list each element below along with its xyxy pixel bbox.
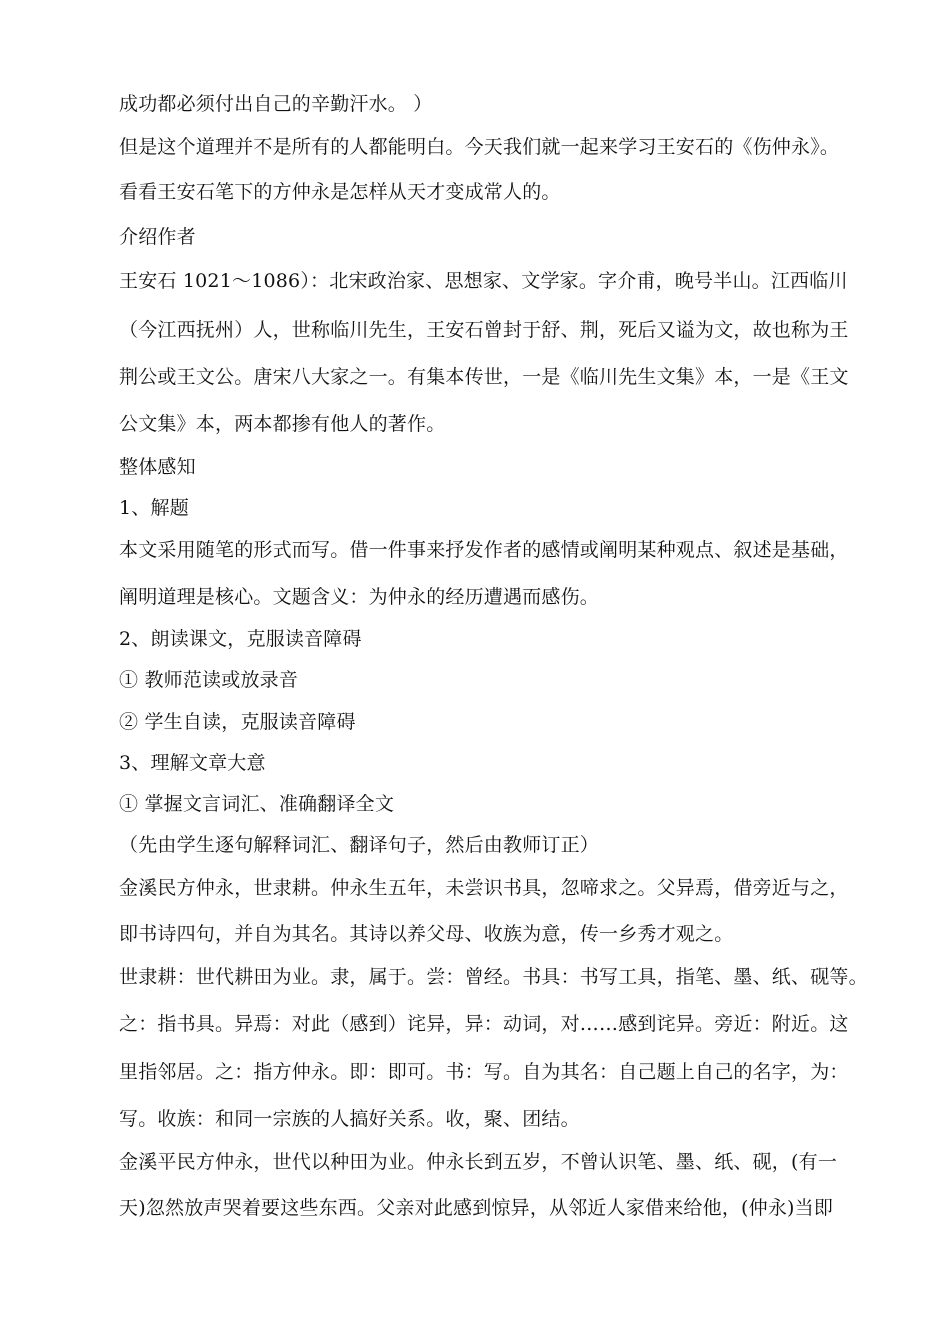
section-heading: 介绍作者 bbox=[119, 226, 196, 248]
list-heading: 1、解题 bbox=[119, 497, 189, 519]
text-line: 世隶耕：世代耕田为业。隶，属于。尝：曾经。书具：书写工具，指笔、墨、纸、砚等。 bbox=[119, 966, 868, 988]
text-line: 里指邻居。之：指方仲永。即：即可。书：写。自为其名：自己题上自己的名字，为： bbox=[119, 1061, 849, 1083]
list-item: ① 教师范读或放录音 bbox=[119, 669, 299, 691]
text-line: 之：指书具。异焉：对此（感到）诧异，异：动词，对……感到诧异。旁近：附近。这 bbox=[119, 1013, 849, 1035]
text-line: 王安石 1021～1086）：北宋政治家、思想家、文学家。字介甫，晚号半山。江西临川 bbox=[119, 270, 848, 292]
text-line: 成功都必须付出自己的辛勤汗水。 ） bbox=[119, 93, 433, 115]
text-line: 荆公或王文公。唐宋八大家之一。有集本传世，一是《临川先生文集》本，一是《王文 bbox=[119, 366, 849, 388]
section-heading: 整体感知 bbox=[119, 456, 196, 478]
text-line: 金溪民方仲永，世隶耕。仲永生五年，未尝识书具，忽啼求之。父异焉，借旁近与之， bbox=[119, 877, 849, 899]
text-line: 阐明道理是核心。文题含义：为仲永的经历遭遇而感伤。 bbox=[119, 586, 600, 608]
text-line: 天)忽然放声哭着要这些东西。父亲对此感到惊异，从邻近人家借来给他，(仲永)当即 bbox=[119, 1197, 834, 1219]
text-line: 本文采用随笔的形式而写。借一件事来抒发作者的感情或阐明某种观点、叙述是基础， bbox=[119, 539, 849, 561]
list-item: ① 掌握文言词汇、准确翻译全文 bbox=[119, 793, 395, 815]
list-heading: 2、朗读课文，克服读音障碍 bbox=[119, 628, 362, 650]
list-heading: 3、理解文章大意 bbox=[119, 752, 266, 774]
text-line: 但是这个道理并不是所有的人都能明白。今天我们就一起来学习王安石的《伤仲永》。 bbox=[119, 136, 840, 158]
text-line: 公文集》本，两本都掺有他人的著作。 bbox=[119, 413, 446, 435]
text-line: 即书诗四句，并自为其名。其诗以养父母、收族为意，传一乡秀才观之。 bbox=[119, 923, 734, 945]
text-line: （先由学生逐句解释词汇、翻译句子，然后由教师订正） bbox=[119, 834, 600, 856]
list-item: ② 学生自读，克服读音障碍 bbox=[119, 711, 356, 733]
text-line: 金溪平民方仲永，世代以种田为业。仲永长到五岁，不曾认识笔、墨、纸、砚，(有一 bbox=[119, 1151, 838, 1173]
text-line: 写。收族：和同一宗族的人搞好关系。收，聚、团结。 bbox=[119, 1108, 580, 1130]
text-line: （今江西抚州）人，世称临川先生，王安石曾封于舒、荆，死后又谥为文，故也称为王 bbox=[119, 319, 849, 341]
text-line: 看看王安石笔下的方仲永是怎样从天才变成常人的。 bbox=[119, 181, 561, 203]
